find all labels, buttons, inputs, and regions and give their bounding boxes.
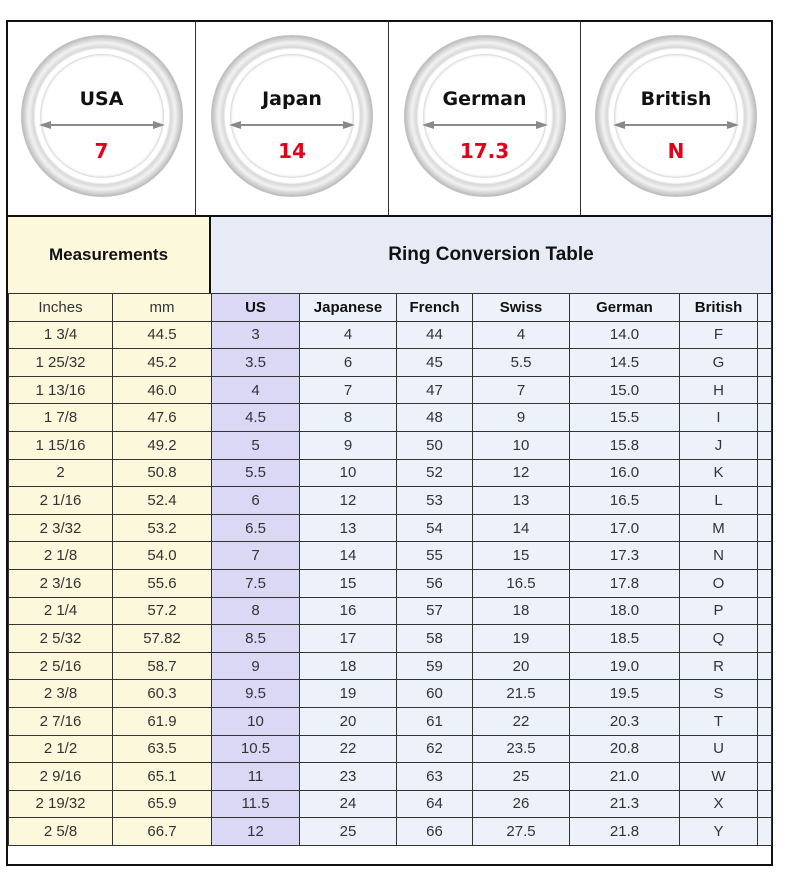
cell-french: 52 <box>397 459 473 487</box>
cell-inches: 2 9/16 <box>9 763 113 791</box>
cell-french: 58 <box>397 625 473 653</box>
cell-french: 59 <box>397 652 473 680</box>
cell-inches: 2 3/32 <box>9 514 113 542</box>
cell-us: 6 <box>212 487 300 515</box>
cell-mm: 58.7 <box>113 652 212 680</box>
cell-french: 45 <box>397 349 473 377</box>
cell-swiss: 19 <box>473 625 570 653</box>
cell-german: 21.8 <box>570 818 680 846</box>
cell-japanese: 24 <box>300 790 397 818</box>
cell-swiss: 10 <box>473 431 570 459</box>
cell-british: U <box>680 735 758 763</box>
cell-british: L <box>680 487 758 515</box>
cell-japanese: 17 <box>300 625 397 653</box>
cell-swiss: 26 <box>473 790 570 818</box>
cell-french: 57 <box>397 597 473 625</box>
cell-swiss: 25 <box>473 763 570 791</box>
table-row <box>9 790 772 818</box>
double-arrow-icon <box>39 121 165 129</box>
cell-us: 8.5 <box>212 625 300 653</box>
cell-us: 5.5 <box>212 459 300 487</box>
cell-french: 53 <box>397 487 473 515</box>
table-row <box>9 680 772 708</box>
cell-british: F <box>680 321 758 349</box>
table-row <box>9 569 772 597</box>
cell-japanese: 22 <box>300 735 397 763</box>
ring-size: 17.3 <box>459 138 510 163</box>
cell-mm: 50.8 <box>113 459 212 487</box>
cell-mm: 57.2 <box>113 597 212 625</box>
cell-inches: 1 7/8 <box>9 404 113 432</box>
cell-mm: 65.1 <box>113 763 212 791</box>
cell-japanese: 14 <box>300 542 397 570</box>
cell-swiss: 16.5 <box>473 569 570 597</box>
ring-illustration <box>404 35 566 197</box>
column-header-british: British <box>680 294 758 322</box>
cell-swiss: 20 <box>473 652 570 680</box>
cell-french: 60 <box>397 680 473 708</box>
cell-japanese: 16 <box>300 597 397 625</box>
cell-german: 21.3 <box>570 790 680 818</box>
cell-us: 10.5 <box>212 735 300 763</box>
ring-cell-usa <box>8 22 196 215</box>
header-row <box>9 294 772 322</box>
cell-swiss: 18 <box>473 597 570 625</box>
cell-inches: 2 5/32 <box>9 625 113 653</box>
cell-japanese: 23 <box>300 763 397 791</box>
cell-inches: 2 1/2 <box>9 735 113 763</box>
cell-japanese: 19 <box>300 680 397 708</box>
table-row <box>9 404 772 432</box>
table-row <box>9 431 772 459</box>
cell-french: 48 <box>397 404 473 432</box>
cell-swiss: 14 <box>473 514 570 542</box>
column-header-mm: mm <box>113 294 212 322</box>
cell-british: J <box>680 431 758 459</box>
ring-cell-british <box>581 22 771 215</box>
cell-mm: 52.4 <box>113 487 212 515</box>
table-row <box>9 707 772 735</box>
cell-japanese: 6 <box>300 349 397 377</box>
cell-mm: 57.82 <box>113 625 212 653</box>
cell-japanese: 20 <box>300 707 397 735</box>
cell-inches: 2 <box>9 459 113 487</box>
cell-swiss: 23.5 <box>473 735 570 763</box>
cell-us: 8 <box>212 597 300 625</box>
cell-us: 5 <box>212 431 300 459</box>
ring-illustration <box>21 35 183 197</box>
cell-german: 21.0 <box>570 763 680 791</box>
cell-german: 19.0 <box>570 652 680 680</box>
cell-mm: 63.5 <box>113 735 212 763</box>
cell-german: 18.0 <box>570 597 680 625</box>
table-row <box>9 349 772 377</box>
cell-mm: 47.6 <box>113 404 212 432</box>
cell-us: 12 <box>212 818 300 846</box>
column-header-inches: Inches <box>9 294 113 322</box>
conversion-table <box>8 293 772 846</box>
measurements-title: Measurements <box>8 217 211 293</box>
column-header-german: German <box>570 294 680 322</box>
cell-japanese: 12 <box>300 487 397 515</box>
double-arrow-icon <box>613 121 739 129</box>
table-row <box>9 597 772 625</box>
ring-size-chart <box>6 20 773 866</box>
cell-german: 16.5 <box>570 487 680 515</box>
cell-mm: 54.0 <box>113 542 212 570</box>
cell-inches: 2 5/16 <box>9 652 113 680</box>
cell-british: X <box>680 790 758 818</box>
cell-mm: 45.2 <box>113 349 212 377</box>
table-row <box>9 487 772 515</box>
cell-british: H <box>680 376 758 404</box>
cell-german: 18.5 <box>570 625 680 653</box>
cell-us: 4 <box>212 376 300 404</box>
table-row <box>9 514 772 542</box>
cell-british: I <box>680 404 758 432</box>
cell-us: 7 <box>212 542 300 570</box>
cell-inches: 2 5/8 <box>9 818 113 846</box>
cell-japanese: 25 <box>300 818 397 846</box>
cell-british: N <box>680 542 758 570</box>
cell-british: G <box>680 349 758 377</box>
ring-header <box>8 22 771 217</box>
cell-inches: 2 19/32 <box>9 790 113 818</box>
double-arrow-icon <box>422 121 548 129</box>
table-row <box>9 735 772 763</box>
cell-japanese: 13 <box>300 514 397 542</box>
cell-us: 3 <box>212 321 300 349</box>
cell-inches: 1 13/16 <box>9 376 113 404</box>
cell-inches: 2 1/16 <box>9 487 113 515</box>
cell-british: P <box>680 597 758 625</box>
table-row <box>9 763 772 791</box>
cell-german: 19.5 <box>570 680 680 708</box>
cell-us: 7.5 <box>212 569 300 597</box>
cell-mm: 46.0 <box>113 376 212 404</box>
cell-french: 50 <box>397 431 473 459</box>
cell-inches: 2 1/4 <box>9 597 113 625</box>
cell-french: 54 <box>397 514 473 542</box>
cell-german: 15.8 <box>570 431 680 459</box>
cell-british: M <box>680 514 758 542</box>
cell-mm: 60.3 <box>113 680 212 708</box>
cell-french: 63 <box>397 763 473 791</box>
ring-cell-japan <box>196 22 389 215</box>
cell-us: 3.5 <box>212 349 300 377</box>
ring-name: USA <box>79 87 124 110</box>
cell-japanese: 4 <box>300 321 397 349</box>
table-body <box>9 321 772 845</box>
ring-size: N <box>667 138 685 163</box>
ring-illustration <box>595 35 757 197</box>
ring-name: Japan <box>262 87 322 110</box>
cell-mm: 44.5 <box>113 321 212 349</box>
cell-swiss: 4 <box>473 321 570 349</box>
conversion-table-title: Ring Conversion Table <box>211 217 771 293</box>
cell-german: 20.3 <box>570 707 680 735</box>
cell-inches: 1 3/4 <box>9 321 113 349</box>
cell-mm: 66.7 <box>113 818 212 846</box>
cell-japanese: 8 <box>300 404 397 432</box>
cell-japanese: 10 <box>300 459 397 487</box>
table-row <box>9 459 772 487</box>
column-header-swiss: Swiss <box>473 294 570 322</box>
cell-german: 15.5 <box>570 404 680 432</box>
column-header-us: US <box>212 294 300 322</box>
double-arrow-icon <box>229 121 355 129</box>
cell-mm: 49.2 <box>113 431 212 459</box>
cell-british: S <box>680 680 758 708</box>
cell-swiss: 27.5 <box>473 818 570 846</box>
cell-german: 14.0 <box>570 321 680 349</box>
cell-french: 56 <box>397 569 473 597</box>
cell-german: 17.8 <box>570 569 680 597</box>
cell-us: 9.5 <box>212 680 300 708</box>
cell-swiss: 12 <box>473 459 570 487</box>
cell-french: 47 <box>397 376 473 404</box>
table-row <box>9 818 772 846</box>
cell-japanese: 7 <box>300 376 397 404</box>
cell-french: 44 <box>397 321 473 349</box>
cell-british: R <box>680 652 758 680</box>
table-row <box>9 376 772 404</box>
cell-british: T <box>680 707 758 735</box>
table-row <box>9 652 772 680</box>
cell-inches: 2 3/16 <box>9 569 113 597</box>
cell-inches: 2 7/16 <box>9 707 113 735</box>
table-row <box>9 542 772 570</box>
cell-us: 11 <box>212 763 300 791</box>
cell-british: O <box>680 569 758 597</box>
cell-japanese: 9 <box>300 431 397 459</box>
cell-german: 17.3 <box>570 542 680 570</box>
cell-us: 4.5 <box>212 404 300 432</box>
cell-swiss: 9 <box>473 404 570 432</box>
ring-size: 14 <box>278 138 306 163</box>
cell-french: 61 <box>397 707 473 735</box>
cell-mm: 65.9 <box>113 790 212 818</box>
column-header-french: French <box>397 294 473 322</box>
cell-inches: 1 25/32 <box>9 349 113 377</box>
cell-us: 11.5 <box>212 790 300 818</box>
cell-british: W <box>680 763 758 791</box>
cell-british: K <box>680 459 758 487</box>
cell-german: 17.0 <box>570 514 680 542</box>
cell-mm: 61.9 <box>113 707 212 735</box>
ring-illustration <box>211 35 373 197</box>
cell-british: Y <box>680 818 758 846</box>
cell-swiss: 5.5 <box>473 349 570 377</box>
cell-japanese: 15 <box>300 569 397 597</box>
cell-swiss: 7 <box>473 376 570 404</box>
cell-german: 16.0 <box>570 459 680 487</box>
cell-us: 9 <box>212 652 300 680</box>
cell-mm: 55.6 <box>113 569 212 597</box>
cell-french: 66 <box>397 818 473 846</box>
cell-german: 14.5 <box>570 349 680 377</box>
cell-german: 15.0 <box>570 376 680 404</box>
cell-us: 10 <box>212 707 300 735</box>
cell-mm: 53.2 <box>113 514 212 542</box>
ring-name: British <box>640 87 712 110</box>
cell-japanese: 18 <box>300 652 397 680</box>
table-row <box>9 321 772 349</box>
cell-british: Q <box>680 625 758 653</box>
ring-name: German <box>442 87 527 110</box>
cell-inches: 2 1/8 <box>9 542 113 570</box>
cell-swiss: 21.5 <box>473 680 570 708</box>
cell-swiss: 15 <box>473 542 570 570</box>
cell-us: 6.5 <box>212 514 300 542</box>
cell-inches: 2 3/8 <box>9 680 113 708</box>
cell-swiss: 13 <box>473 487 570 515</box>
table-row <box>9 625 772 653</box>
cell-swiss: 22 <box>473 707 570 735</box>
column-header-japanese: Japanese <box>300 294 397 322</box>
cell-french: 62 <box>397 735 473 763</box>
ring-cell-german <box>389 22 581 215</box>
cell-inches: 1 15/16 <box>9 431 113 459</box>
cell-french: 64 <box>397 790 473 818</box>
ring-size: 7 <box>94 138 109 163</box>
cell-german: 20.8 <box>570 735 680 763</box>
cell-french: 55 <box>397 542 473 570</box>
